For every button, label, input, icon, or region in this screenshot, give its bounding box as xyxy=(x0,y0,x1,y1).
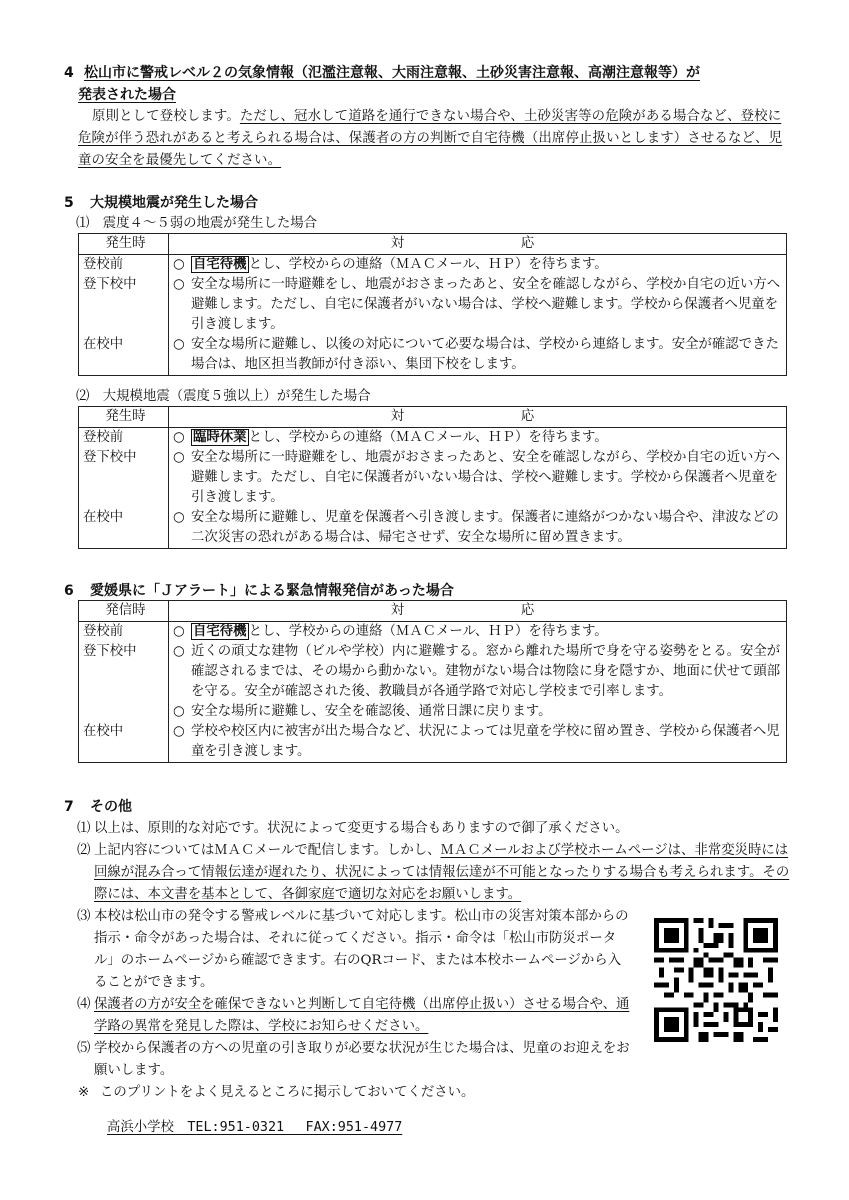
response-row xyxy=(169,702,786,722)
section-6-title xyxy=(64,580,454,600)
list-item xyxy=(64,994,634,1038)
bullet: ○ xyxy=(173,644,185,659)
response-text: 安全な場所に一時避難をし、地震がおさまったあと、安全を確認しながら、学校か自宅の近い方へ避難します。ただし、自宅に保護者がいない場合は、学校へ避難します。学校から保護者へ児童を引き渡します。 xyxy=(191,450,781,505)
section-4-title-line1: 松山市に警戒レベル２の気象情報（氾濫注意報、大雨注意報、土砂災害注意報、高潮注意報等）が xyxy=(84,65,700,81)
section-4-title-line2: 発表された場合 xyxy=(78,87,176,103)
col-header-response: 対 応 xyxy=(169,601,787,622)
section-6-number: 6 xyxy=(64,583,74,599)
item-text: 以上は、原則的な対応です。状況によって変更する場合もありますので御了承ください。 xyxy=(94,821,629,836)
response-text: 安全な場所に避難し、児童を保護者へ引き渡します。保護者に連絡がつかない場合や、津波などの二次災害の恐れがある場合は、帰宅させず、安全な場所に留め置きます。 xyxy=(191,510,779,545)
item-text: 上記内容についてはＭＡＣメールで配信します。しかし、 xyxy=(94,843,441,858)
row-time: 在校中 xyxy=(83,510,124,525)
row-time: 在校中 xyxy=(83,337,124,352)
section-5-sub2-label: ⑵ 大規模地震（震度５強以上）が発生した場合 xyxy=(76,389,371,404)
col-header-response: 対 応 xyxy=(169,234,787,255)
section-4 xyxy=(64,62,794,168)
bullet: ○ xyxy=(173,257,185,272)
item-number: ⑷ xyxy=(77,997,91,1012)
section-6-title-text: 愛媛県に「Ｊアラート」による緊急情報発信があった場合 xyxy=(90,583,454,599)
row-time: 登下校中 xyxy=(83,450,137,465)
row-time: 登校前 xyxy=(83,624,124,639)
response-text: 近くの頑丈な建物（ビルや学校）内に避難する。窓から離れた場所で身を守る姿勢をとる。安全が確認されるまでは、その場から動かない。建物がない場合は物陰に身を隠すか、地面に伏せて頭部を守る。安全が確認された後、教職員が各通学路で対応し学校まで引率します。 xyxy=(191,644,781,699)
table-header xyxy=(79,407,787,428)
section-7-number: 7 xyxy=(64,799,74,815)
section-4-number: 4 xyxy=(64,65,74,81)
section-7-title xyxy=(64,796,794,818)
note-text: このプリントをよく見えるところに掲示しておいてください。 xyxy=(100,1085,475,1100)
bullet: ○ xyxy=(173,724,185,739)
response-row xyxy=(169,508,786,548)
response-row xyxy=(169,335,786,375)
table-row xyxy=(79,622,787,763)
bullet: ○ xyxy=(173,624,185,639)
col-header-time: 発生時 xyxy=(79,234,169,255)
item-text: 本校は松山市の発令する警戒レベルに基づいて対応します。松山市の災害対策本部からの指示・命令があった場合は、それに従ってください。指示・命令は「松山市防災ポータル」のホームページから確認できます。右のQRコード、または本校ホームページから入ることができます。 xyxy=(94,909,629,990)
bullet: ○ xyxy=(173,450,185,465)
response-text: 安全な場所に避難し、安全を確認後、通常日課に戻ります。 xyxy=(191,704,552,719)
response-row xyxy=(169,255,786,275)
boxed-keyword: 臨時休業 xyxy=(193,430,247,445)
response-text: とし、学校からの連絡（ＭＡＣメール、ＨＰ）を待ちます。 xyxy=(248,624,608,639)
row-time: 登校前 xyxy=(83,257,124,272)
response-text: とし、学校からの連絡（ＭＡＣメール、ＨＰ）を待ちます。 xyxy=(248,257,608,272)
response-text: とし、学校からの連絡（ＭＡＣメール、ＨＰ）を待ちます。 xyxy=(248,430,608,445)
response-row xyxy=(169,428,786,448)
item-text-underlined: 保護者の方が安全を確保できないと判断して自宅待機（出席停止扱い）させる場合や、通学路の異常を発見した際は、学校にお知らせください。 xyxy=(94,997,630,1034)
response-text: 安全な場所に避難し、以後の対応について必要な場合は、学校から連絡します。安全が確認できた場合は、地区担当教師が付き添い、集団下校をします。 xyxy=(191,337,779,372)
item-number: ⑶ xyxy=(77,909,91,924)
response-row xyxy=(169,622,786,642)
row-time: 登下校中 xyxy=(83,277,137,292)
section-6-table xyxy=(78,600,787,763)
table-header xyxy=(79,234,787,255)
section-5-title xyxy=(64,192,258,212)
item-number: ⑵ xyxy=(77,843,91,858)
response-row xyxy=(169,722,786,762)
bullet: ○ xyxy=(173,704,185,719)
boxed-keyword: 自宅待機 xyxy=(193,624,247,639)
response-row xyxy=(169,642,786,702)
row-time: 在校中 xyxy=(83,724,124,739)
section-5-number: 5 xyxy=(64,195,74,211)
item-text-underlined: ＭＡＣメールおよび学校ホームページは、非常変災時には回線が混み合って情報伝達が遅れたり、状況によっては情報伝達が不可能となったりする場合も考えられます。 xyxy=(94,843,789,880)
bullet: ○ xyxy=(173,510,185,525)
bullet: ○ xyxy=(173,337,185,352)
qr-code-icon[interactable] xyxy=(654,918,778,1042)
section-7-title-text: その他 xyxy=(90,799,132,815)
response-row xyxy=(169,448,786,508)
section-4-body-underlined: ただし、冠水して道路を通行できない場合や、土砂災害等の危険がある場合など、登校に危険が伴う恐れがあると考えられる場合は、保護者の方の判断で自宅待機（出席停止扱いとします）させるなど、児童の安全を最優先してください。 xyxy=(78,109,783,168)
item-text-underlined: その際には、本文書を基本として、各御家庭で適切な対応をお願いします。 xyxy=(94,865,790,902)
list-item xyxy=(64,1038,634,1082)
section-4-body-plain: 原則として登校します。 xyxy=(92,109,240,124)
section-5-title-text: 大規模地震が発生した場合 xyxy=(90,195,258,211)
section-4-body xyxy=(78,106,790,172)
response-text: 学校や校区内に被害が出た場合など、状況によっては児童を学校に留め置き、学校から保護者へ児童を引き渡します。 xyxy=(191,724,780,759)
col-header-response: 対 応 xyxy=(169,407,787,428)
section-4-title xyxy=(64,62,794,106)
school-contact-footer: 高浜小学校 TEL:951-0321 FAX:951-4977 xyxy=(107,1120,403,1135)
bullet: ○ xyxy=(173,430,185,445)
item-number: ⑸ xyxy=(77,1041,91,1056)
list-item xyxy=(64,840,794,906)
item-text: 学校から保護者の方への児童の引き取りが必要な状況が生じた場合は、児童のお迎えをお願いします。 xyxy=(94,1041,630,1078)
item-number: ⑴ xyxy=(77,821,91,836)
boxed-keyword: 自宅待機 xyxy=(193,257,247,272)
row-time: 登下校中 xyxy=(83,644,137,659)
list-item xyxy=(64,906,634,994)
table-row xyxy=(79,255,787,376)
table-header xyxy=(79,601,787,622)
table-row xyxy=(79,428,787,549)
section-5-table-1 xyxy=(78,233,787,376)
response-text: 安全な場所に一時避難をし、地震がおさまったあと、安全を確認しながら、学校か自宅の近い方へ避難します。ただし、自宅に保護者がいない場合は、学校へ避難します。学校から保護者へ児童を引き渡します。 xyxy=(191,277,781,332)
response-row xyxy=(169,275,786,335)
col-header-time: 発生時 xyxy=(79,407,169,428)
col-header-time: 発信時 xyxy=(79,601,169,622)
section-5-sub1-label: ⑴ 震度４～５弱の地震が発生した場合 xyxy=(76,216,318,231)
row-time: 登校前 xyxy=(83,430,124,445)
section-5-table-2 xyxy=(78,406,787,549)
note xyxy=(64,1082,794,1104)
list-item xyxy=(64,818,794,840)
bullet: ○ xyxy=(173,277,185,292)
note-mark: ※ xyxy=(78,1085,90,1100)
